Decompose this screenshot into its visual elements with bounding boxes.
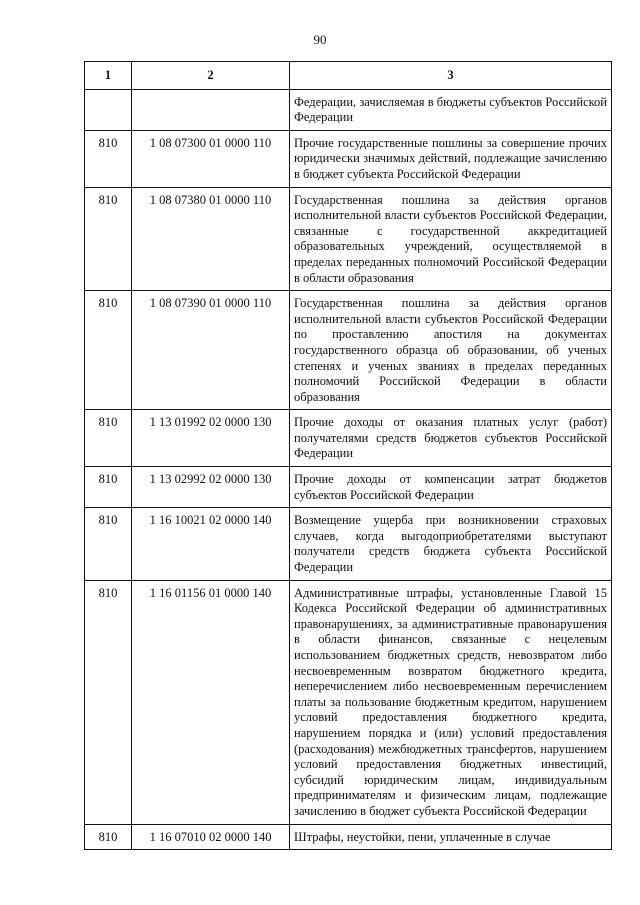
revenue-codes-table	[84, 61, 612, 850]
description-cell: Штрафы, неустойки, пени, уплаченные в случае	[290, 824, 612, 850]
admin-code-cell: 810	[85, 130, 132, 187]
kbk-code-cell: 1 16 01156 01 0000 140	[132, 580, 290, 824]
kbk-code-cell	[132, 89, 290, 130]
admin-code-cell: 810	[85, 291, 132, 410]
admin-code-cell	[85, 89, 132, 130]
admin-code-cell: 810	[85, 824, 132, 850]
description-cell: Прочие государственные пошлины за совершение прочих юридически значимых действий, подлежащие зачислению в бюджет субъекта Российской Федерации	[290, 130, 612, 187]
description-cell: Прочие доходы от оказания платных услуг (работ) получателями средств бюджетов субъектов Российской Федерации	[290, 410, 612, 467]
description-cell: Государственная пошлина за действия органов исполнительной власти субъектов Российской Федерации по проставлению апостиля на документах государственного образца об образовании, об ученых степенях и ученых званиях в пределах переданных полномочий Российской Федерации в области образования	[290, 291, 612, 410]
header-col-2: 2	[132, 62, 290, 90]
table-row	[85, 467, 612, 508]
page-number: 90	[313, 32, 327, 47]
table-row	[85, 410, 612, 467]
description-cell: Государственная пошлина за действия органов исполнительной власти субъектов Российской Федерации, связанные с государственной аккредитацией образовательных учреждений, осуществляемой в пределах переданных полномочий Российской Федерации в области образования	[290, 187, 612, 291]
table-row	[85, 580, 612, 824]
admin-code-cell: 810	[85, 410, 132, 467]
kbk-code-cell: 1 13 02992 02 0000 130	[132, 467, 290, 508]
table-row	[85, 187, 612, 291]
admin-code-cell: 810	[85, 467, 132, 508]
admin-code-cell: 810	[85, 580, 132, 824]
table-row	[85, 89, 612, 130]
description-cell: Прочие доходы от компенсации затрат бюджетов субъектов Российской Федерации	[290, 467, 612, 508]
kbk-code-cell: 1 16 10021 02 0000 140	[132, 508, 290, 580]
description-cell: Федерации, зачисляемая в бюджеты субъектов Российской Федерации	[290, 89, 612, 130]
table-row	[85, 291, 612, 410]
header-col-1: 1	[85, 62, 132, 90]
admin-code-cell: 810	[85, 187, 132, 291]
kbk-code-cell: 1 08 07300 01 0000 110	[132, 130, 290, 187]
description-cell: Возмещение ущерба при возникновении страховых случаев, когда выгодоприобретателями выступают получатели средств бюджета субъекта Российской Федерации	[290, 508, 612, 580]
kbk-code-cell: 1 08 07390 01 0000 110	[132, 291, 290, 410]
table-row	[85, 130, 612, 187]
table-row	[85, 508, 612, 580]
kbk-code-cell: 1 16 07010 02 0000 140	[132, 824, 290, 850]
admin-code-cell: 810	[85, 508, 132, 580]
header-col-3: 3	[290, 62, 612, 90]
table-row	[85, 824, 612, 850]
table-header-row	[85, 62, 612, 90]
description-cell: Административные штрафы, установленные Главой 15 Кодекса Российской Федерации об административных правонарушениях, за административные правонарушения в области финансов, связанные с нецелевым использованием бюджетных средств, невозвратом либо несвоевременным возвратом бюджетного кредита, неперечислением либо несвоевременным перечислением платы за пользование бюджетным кредитом, нарушением условий предоставления бюджетного кредита, нарушением порядка и (или) условий предоставления (расходования) межбюджетных трансфертов, нарушением условий предоставления бюджетных инвестиций, субсидий юридическим лицам, индивидуальным предпринимателям и физическим лицам, подлежащие зачислению в бюджет субъекта Российской Федерации	[290, 580, 612, 824]
kbk-code-cell: 1 08 07380 01 0000 110	[132, 187, 290, 291]
kbk-code-cell: 1 13 01992 02 0000 130	[132, 410, 290, 467]
